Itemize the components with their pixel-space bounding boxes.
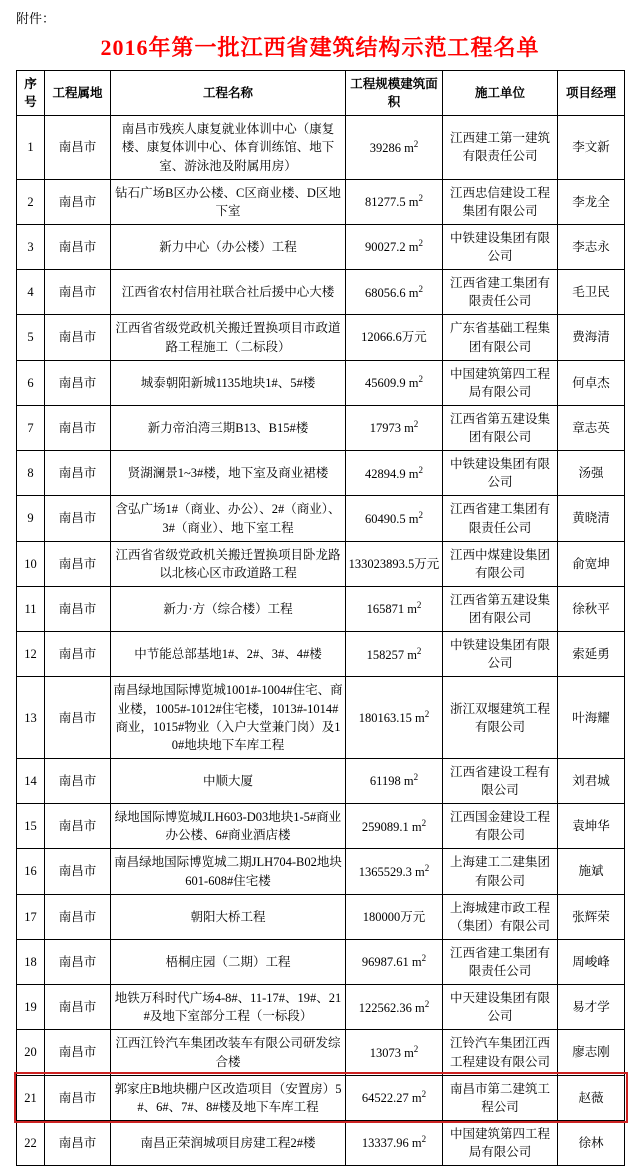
- cell-contractor: 中铁建设集团有限公司: [443, 451, 558, 496]
- cell-location: 南昌市: [45, 270, 111, 315]
- cell-contractor: 江西省建设工程有限公司: [443, 758, 558, 803]
- cell-area: 81277.5 $m^2$: [346, 179, 443, 224]
- cell-manager: 李志永: [558, 224, 625, 269]
- header-cell-contractor: 施工单位: [443, 71, 558, 116]
- cell-name: 贤湖澜景1~3#楼，地下室及商业裙楼: [111, 451, 346, 496]
- cell-name: 中节能总部基地1#、2#、3#、4#楼: [111, 632, 346, 677]
- square-meter-superscript: 2: [421, 1134, 427, 1145]
- cell-name: 梧桐庄园（二期）工程: [111, 939, 346, 984]
- cell-name: 江西省省级党政机关搬迁置换项目卧龙路以北核心区市政道路工程: [111, 541, 346, 586]
- cell-contractor: 江西忠信建设工程集团有限公司: [443, 179, 558, 224]
- cell-area: 13337.96 $m^2$: [346, 1120, 443, 1165]
- square-meter-superscript: 2: [413, 419, 419, 430]
- cell-manager: 黄晓清: [558, 496, 625, 541]
- cell-manager: 张辉荣: [558, 894, 625, 939]
- cell-manager: 徐秋平: [558, 586, 625, 631]
- cell-area: 42894.9 $m^2$: [346, 451, 443, 496]
- cell-location: 南昌市: [45, 939, 111, 984]
- cell-manager: 廖志刚: [558, 1030, 625, 1075]
- square-meter-superscript: 2: [418, 509, 423, 520]
- cell-manager: 毛卫民: [558, 270, 625, 315]
- cell-location: 南昌市: [45, 405, 111, 450]
- cell-contractor: 江西省建工集团有限责任公司: [443, 270, 558, 315]
- cell-manager: 徐林: [558, 1120, 625, 1165]
- table-row: [17, 894, 625, 939]
- cell-contractor: 江西中煤建设集团有限公司: [443, 541, 558, 586]
- cell-area: 1365529.3 $m^2$: [346, 849, 443, 894]
- cell-name: 含弘广场1#（商业、办公）、2#（商业）、3#（商业）、地下室工程: [111, 496, 346, 541]
- cell-location: 南昌市: [45, 804, 111, 849]
- cell-contractor: 江西建工第一建筑有限责任公司: [443, 116, 558, 179]
- cell-contractor: 中铁建设集团有限公司: [443, 632, 558, 677]
- cell-location: 南昌市: [45, 849, 111, 894]
- square-meter-superscript: 2: [413, 138, 419, 149]
- table-row: [17, 496, 625, 541]
- cell-area: 133023893.5万元: [346, 541, 443, 586]
- cell-location: 南昌市: [45, 360, 111, 405]
- cell-area: 68056.6 $m^2$: [346, 270, 443, 315]
- table-row: [17, 541, 625, 586]
- page-title: 2016年第一批江西省建筑结构示范工程名单: [100, 35, 540, 60]
- cell-name: 新力中心（办公楼）工程: [111, 224, 346, 269]
- cell-name: 南昌正荣润城项目房建工程2#楼: [111, 1120, 346, 1165]
- cell-area: 180163.15 $m^2$: [346, 677, 443, 759]
- cell-location: 南昌市: [45, 894, 111, 939]
- table-row: [17, 360, 625, 405]
- cell-name: 绿地国际博览城JLH603-D03地块1-5#商业办公楼、6#商业酒店楼: [111, 804, 346, 849]
- square-meter-superscript: 2: [418, 238, 423, 249]
- cell-name: 中顺大厦: [111, 758, 346, 803]
- square-meter-superscript: 2: [413, 1043, 419, 1054]
- cell-no: 4: [17, 270, 45, 315]
- cell-manager: 章志英: [558, 405, 625, 450]
- cell-name: 钻石广场B区办公楼、C区商业楼、D区地下室: [111, 179, 346, 224]
- cell-contractor: 江西国金建设工程有限公司: [443, 804, 558, 849]
- cell-location: 南昌市: [45, 1120, 111, 1165]
- header-row: [17, 71, 625, 116]
- cell-contractor: 上海城建市政工程（集团）有限公司: [443, 894, 558, 939]
- table-row: [17, 677, 625, 759]
- cell-no: 17: [17, 894, 45, 939]
- cell-no: 8: [17, 451, 45, 496]
- cell-contractor: 上海建工二建集团有限公司: [443, 849, 558, 894]
- table-row: [17, 1075, 625, 1120]
- table-row: [17, 1030, 625, 1075]
- table-row: [17, 632, 625, 677]
- cell-manager: 刘君城: [558, 758, 625, 803]
- table-row: [17, 270, 625, 315]
- cell-no: 9: [17, 496, 45, 541]
- projects-table: [16, 70, 625, 1166]
- cell-contractor: 中国建筑第四工程局有限公司: [443, 1120, 558, 1165]
- cell-area: 158257 $m^2$: [346, 632, 443, 677]
- cell-manager: 汤强: [558, 451, 625, 496]
- cell-area: 64522.27 $m^2$: [346, 1075, 443, 1120]
- cell-no: 10: [17, 541, 45, 586]
- cell-no: 20: [17, 1030, 45, 1075]
- cell-name: 江西省省级党政机关搬迁置换项目市政道路工程施工（二标段）: [111, 315, 346, 360]
- cell-manager: 赵薇: [558, 1075, 625, 1120]
- cell-no: 18: [17, 939, 45, 984]
- cell-manager: 何卓杰: [558, 360, 625, 405]
- cell-area: 96987.61 $m^2$: [346, 939, 443, 984]
- cell-contractor: 南昌市第二建筑工程公司: [443, 1075, 558, 1120]
- cell-area: 180000万元: [346, 894, 443, 939]
- cell-no: 14: [17, 758, 45, 803]
- cell-location: 南昌市: [45, 1075, 111, 1120]
- square-meter-superscript: 2: [421, 817, 427, 828]
- table-row: [17, 939, 625, 984]
- header-cell-no: 序号: [17, 71, 45, 116]
- square-meter-superscript: 2: [421, 953, 427, 964]
- cell-contractor: 中天建设集团有限公司: [443, 985, 558, 1030]
- cell-name: 南昌绿地国际博览城二期JLH704-B02地块601-608#住宅楼: [111, 849, 346, 894]
- cell-location: 南昌市: [45, 1030, 111, 1075]
- header-cell-name: 工程名称: [111, 71, 346, 116]
- cell-location: 南昌市: [45, 224, 111, 269]
- cell-no: 15: [17, 804, 45, 849]
- cell-location: 南昌市: [45, 451, 111, 496]
- cell-name: 地铁万科时代广场4-8#、11-17#、19#、21#及地下室部分工程（一标段）: [111, 985, 346, 1030]
- cell-location: 南昌市: [45, 179, 111, 224]
- cell-no: 11: [17, 586, 45, 631]
- cell-location: 南昌市: [45, 632, 111, 677]
- square-meter-superscript: 2: [416, 645, 422, 656]
- table-row: [17, 451, 625, 496]
- cell-no: 5: [17, 315, 45, 360]
- cell-contractor: 浙江双堰建筑工程有限公司: [443, 677, 558, 759]
- cell-name: 朝阳大桥工程: [111, 894, 346, 939]
- square-meter-superscript: 2: [424, 862, 430, 873]
- cell-contractor: 中国建筑第四工程局有限公司: [443, 360, 558, 405]
- cell-contractor: 江西省第五建设集团有限公司: [443, 405, 558, 450]
- table-row: [17, 758, 625, 803]
- square-meter-superscript: 2: [421, 1089, 427, 1100]
- cell-no: 19: [17, 985, 45, 1030]
- cell-name: 江西江铃汽车集团改装车有限公司研发综合楼: [111, 1030, 346, 1075]
- cell-manager: 周峻峰: [558, 939, 625, 984]
- cell-manager: 费海清: [558, 315, 625, 360]
- header-cell-location: 工程属地: [45, 71, 111, 116]
- cell-area: 259089.1 $m^2$: [346, 804, 443, 849]
- table-row: [17, 985, 625, 1030]
- cell-no: 13: [17, 677, 45, 759]
- cell-area: 45609.9 $m^2$: [346, 360, 443, 405]
- cell-area: 39286 $m^2$: [346, 116, 443, 179]
- cell-area: 13073 $m^2$: [346, 1030, 443, 1075]
- cell-contractor: 江铃汽车集团江西工程建设有限公司: [443, 1030, 558, 1075]
- cell-manager: 俞宽坤: [558, 541, 625, 586]
- cell-no: 22: [17, 1120, 45, 1165]
- header-cell-manager: 项目经理: [558, 71, 625, 116]
- cell-area: 165871 $m^2$: [346, 586, 443, 631]
- cell-no: 3: [17, 224, 45, 269]
- square-meter-superscript: 2: [413, 772, 419, 783]
- cell-no: 12: [17, 632, 45, 677]
- square-meter-superscript: 2: [424, 998, 430, 1009]
- cell-location: 南昌市: [45, 586, 111, 631]
- cell-area: 122562.36 $m^2$: [346, 985, 443, 1030]
- table-row: [17, 586, 625, 631]
- cell-location: 南昌市: [45, 677, 111, 759]
- cell-contractor: 江西省第五建设集团有限公司: [443, 586, 558, 631]
- cell-contractor: 广东省基础工程集团有限公司: [443, 315, 558, 360]
- cell-no: 2: [17, 179, 45, 224]
- cell-name: 南昌市残疾人康复就业体训中心（康复楼、康复体训中心、体育训练馆、地下室、游泳池及附属用房）: [111, 116, 346, 179]
- table-header: [17, 71, 625, 116]
- cell-name: 郭家庄B地块棚户区改造项目（安置房）5#、6#、7#、8#楼及地下车库工程: [111, 1075, 346, 1120]
- cell-manager: 索延勇: [558, 632, 625, 677]
- cell-manager: 易才学: [558, 985, 625, 1030]
- cell-no: 21: [17, 1075, 45, 1120]
- cell-location: 南昌市: [45, 541, 111, 586]
- table-row: [17, 804, 625, 849]
- cell-name: 新力·方（综合楼）工程: [111, 586, 346, 631]
- cell-contractor: 江西省建工集团有限责任公司: [443, 939, 558, 984]
- cell-name: 南昌绿地国际博览城1001#-1004#住宅、商业楼，1005#-1012#住宅楼，1013#-1014#商业，1015#物业（入户大堂兼门岗）及10#地块地下车库工程: [111, 677, 346, 759]
- table-row: [17, 315, 625, 360]
- cell-location: 南昌市: [45, 116, 111, 179]
- table-row: [17, 849, 625, 894]
- cell-location: 南昌市: [45, 758, 111, 803]
- cell-manager: 李龙全: [558, 179, 625, 224]
- cell-area: 60490.5 $m^2$: [346, 496, 443, 541]
- projects-table-body: [17, 116, 625, 1166]
- square-meter-superscript: 2: [418, 283, 423, 294]
- cell-area: 61198 $m^2$: [346, 758, 443, 803]
- cell-name: 城泰朝阳新城1135地块1#、5#楼: [111, 360, 346, 405]
- square-meter-superscript: 2: [416, 600, 422, 611]
- square-meter-superscript: 2: [424, 708, 430, 719]
- cell-manager: 袁坤华: [558, 804, 625, 849]
- cell-location: 南昌市: [45, 315, 111, 360]
- square-meter-superscript: 2: [418, 464, 423, 475]
- attachment-label: 附件：: [16, 11, 56, 26]
- cell-location: 南昌市: [45, 985, 111, 1030]
- cell-no: 1: [17, 116, 45, 179]
- cell-no: 16: [17, 849, 45, 894]
- cell-name: 新力帝泊湾三期B13、B15#楼: [111, 405, 346, 450]
- table-row: [17, 179, 625, 224]
- cell-contractor: 中铁建设集团有限公司: [443, 224, 558, 269]
- cell-contractor: 江西省建工集团有限责任公司: [443, 496, 558, 541]
- cell-manager: 叶海耀: [558, 677, 625, 759]
- cell-location: 南昌市: [45, 496, 111, 541]
- cell-area: 90027.2 $m^2$: [346, 224, 443, 269]
- cell-area: 17973 $m^2$: [346, 405, 443, 450]
- cell-no: 6: [17, 360, 45, 405]
- cell-area: 12066.6万元: [346, 315, 443, 360]
- table-row: [17, 224, 625, 269]
- cell-name: 江西省农村信用社联合社后援中心大楼: [111, 270, 346, 315]
- square-meter-superscript: 2: [418, 374, 423, 385]
- header-cell-area: 工程规模建筑面积: [346, 71, 443, 116]
- square-meter-superscript: 2: [418, 193, 423, 204]
- cell-manager: 李文新: [558, 116, 625, 179]
- cell-manager: 施斌: [558, 849, 625, 894]
- table-row: [17, 405, 625, 450]
- table-row: [17, 116, 625, 179]
- cell-no: 7: [17, 405, 45, 450]
- table-row: [17, 1120, 625, 1165]
